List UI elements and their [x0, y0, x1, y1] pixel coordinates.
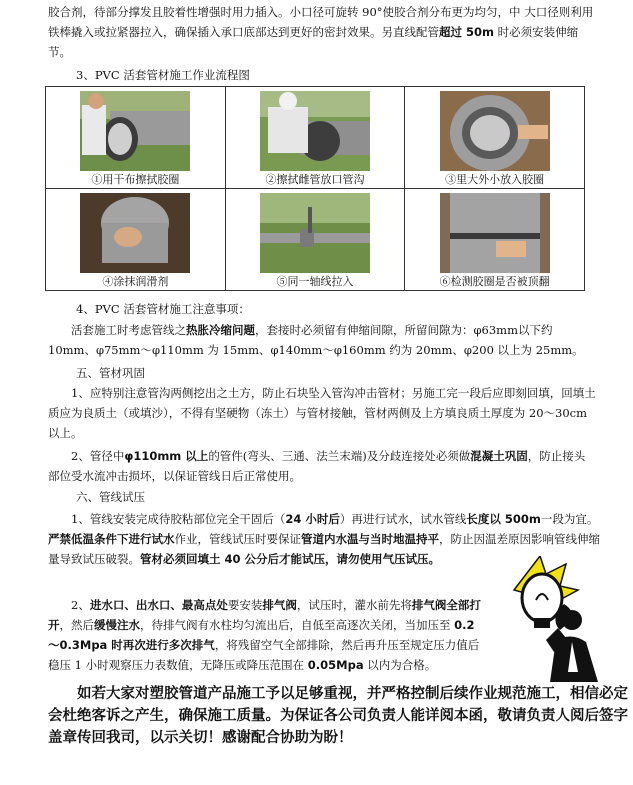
s6-text: 作业，管线试压时要保证: [174, 532, 301, 546]
s4-text: 以下约 10mm、φ75mm～φ110mm 为 15mm、φ140mm～φ160mm 约为 20mm、φ200 以上为 25mm。: [48, 323, 584, 357]
s6-text: 一段为宜。: [540, 512, 599, 526]
photo-caption: ②擦拭雌管放口管沟: [265, 173, 365, 186]
s6-text: 以内为合格。: [363, 658, 437, 672]
photo-cell: [405, 87, 585, 189]
s5-bold: 混凝土巩固: [470, 449, 528, 463]
s6-bold: 长度以 500m: [466, 512, 541, 526]
s5-text: ，防止接头部位受水流冲击损坏，以保证管线日后正常使用。: [48, 449, 586, 483]
s6-bold: 0.2～0.3Mpa 时再次进行多次排气: [48, 618, 475, 652]
s6-bold: 管材必须回填土 40 公分后才能试压，请勿使用气压试压。: [140, 552, 441, 566]
s6-bold: 排气阀: [262, 598, 297, 612]
s6-text: ，试压时，灌水前先将: [296, 598, 412, 612]
s5-text: 的管件(弯头、三通、法兰末端)及分歧连接处必须做: [208, 449, 471, 463]
photo-caption: ③里大外小放入胶圈: [445, 173, 545, 186]
s5-text: 2、管径中: [71, 449, 125, 463]
s6-text: 要安装: [227, 598, 263, 612]
photo-cell: [46, 189, 226, 291]
photo-wipe-socket: [260, 91, 370, 171]
intro-paragraph: [48, 2, 596, 62]
intro-line-2: 大口径则利用铁棒撬入或拉紧器拉入，确保插入承口底部达到更好的密封效果。另直线配管: [48, 5, 594, 39]
s4-text: 活套施工时考虑管线之: [71, 323, 186, 337]
section-4-paragraph: [48, 320, 596, 360]
lightbulb-idea-illustration: [506, 556, 604, 682]
s4-bold: 热胀冷缩问题: [186, 323, 255, 337]
s4-text: ，套接时必须留有伸缩间隙，所留间隙为：φ63mm: [255, 323, 518, 337]
section-5-title: 五、管材巩固: [76, 366, 145, 380]
photo-caption: ①用干布擦拭胶圈: [91, 173, 180, 186]
s6-bold: 进水口、出水口、最高点处: [89, 598, 228, 612]
photo-grid: [45, 86, 585, 291]
section-6-title: 六、管线试压: [76, 490, 145, 504]
section-6-paragraph-2: [48, 595, 484, 675]
photo-caption: ④涂抹润滑剂: [102, 275, 169, 288]
s6-bold: 缓慢注水: [94, 618, 140, 632]
photo-insert-gasket: [440, 91, 550, 171]
section-5-paragraph-2: [48, 446, 596, 486]
s6-text: ，然后: [59, 618, 94, 632]
photo-align-insert: [260, 193, 370, 273]
photo-wipe-gasket: [80, 91, 190, 171]
intro-line-3-bold: 过 50m: [450, 25, 494, 39]
photo-check-gasket: [440, 193, 550, 273]
s5-bold: φ110mm 以上: [124, 449, 209, 463]
s6-text: 2、: [71, 598, 90, 612]
s6-text: 1、管线安装完成待胶粘部位完全干固后（: [71, 512, 286, 526]
photo-cell: [46, 87, 226, 189]
intro-line-3: 时必须安装伸缩节。: [48, 25, 579, 59]
s6-text: ）再进行试水，试水管线: [339, 512, 467, 526]
closing-statement: 如若大家对塑胶管道产品施工予以足够重视，并严格控制后续作业规范施工，相信必定会杜绝客诉之产生，确保施工质量。为保证各公司负责人能详阅本函，敬请负责人阅后签字盖章传回我司，以示关切！感谢配合协助为盼！: [48, 686, 628, 746]
s6-bold: 0.05Mpa: [307, 658, 364, 672]
photo-cell: [225, 87, 405, 189]
s6-text: ，防止因温差原因影响管线伸缩量导致试压破裂。: [48, 532, 600, 566]
section-4-title: 4、PVC 活套管材施工注意事项：: [76, 302, 250, 316]
photo-caption: ⑤同一轴线拉入: [276, 275, 354, 288]
s6-text: ，待排气阀有水柱均匀流出后，自低至高逐次关闭，当加压至: [140, 618, 455, 632]
s6-text: ，将残留空气全部排除，然后再升压至规定压力值后稳压 1 小时观察压力表数值，无降压或降压范围在: [48, 638, 480, 672]
intro-line-2-bold: 超: [439, 25, 451, 39]
s6-bold: 管道内水温与当时地温持平: [301, 532, 439, 546]
section-5-paragraph-1: 1、应特别注意管沟两侧挖出之土方，防止石块坠入管沟冲击管材；另施工完一段后应即刻回填，回填土质应为良质土（或填沙），不得有坚硬物（冻土）与管材接触，管材两侧及上方填良质土厚度为 20～30cm 以上。: [48, 386, 596, 440]
photo-cell: [225, 189, 405, 291]
intro-line-1: 胶合剂，待部分撑发且胶着性增强时用力插入。小口径可旋转 90°使胶合剂分布更为均匀，中: [48, 5, 521, 19]
photo-caption: ⑥检测胶圈是否被顶翻: [439, 275, 550, 288]
s6-bold: 严禁低温条件下进行试水: [48, 532, 175, 546]
s6-bold: 24 小时后: [285, 512, 340, 526]
photo-apply-lubricant: [80, 193, 190, 273]
section-3-title: 3、PVC 活套管材施工作业流程图: [76, 68, 250, 82]
s6-bold: 排气阀全部打开: [48, 598, 481, 632]
photo-cell: [405, 189, 585, 291]
